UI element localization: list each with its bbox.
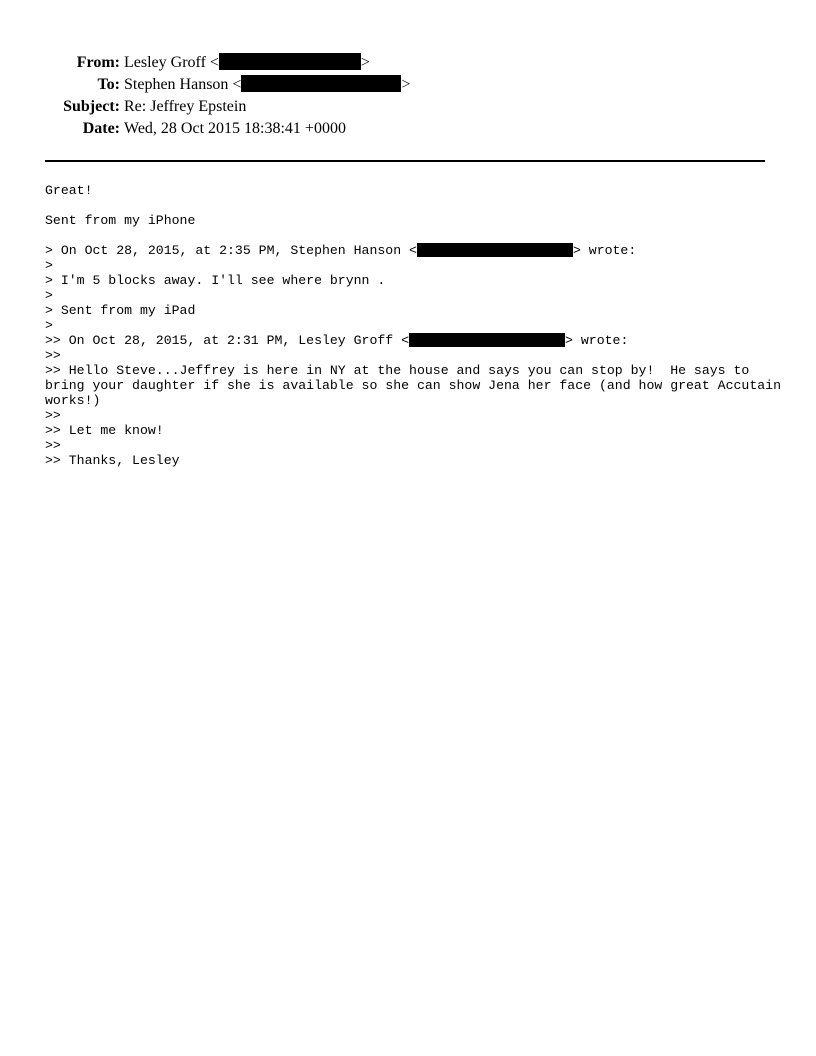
body-line: >> Let me know! (45, 423, 164, 438)
quote-attribution: >> On Oct 28, 2015, at 2:31 PM, Lesley Groff < (45, 333, 410, 348)
body-line: >> (45, 438, 61, 453)
email-body (45, 183, 785, 468)
body-line: works!) (45, 393, 101, 408)
subject-label: Subject: (63, 98, 120, 115)
subject-value: Re: Jeffrey Epstein (124, 98, 247, 115)
subject-row (0, 96, 816, 118)
to-value (124, 74, 410, 96)
to-label: To: (97, 76, 120, 93)
quote-attribution-end: > wrote: (565, 333, 629, 348)
from-close: > (360, 54, 370, 71)
body-line: > Sent from my iPad (45, 303, 196, 318)
quote-attribution: > On Oct 28, 2015, at 2:35 PM, Stephen Hanson < (45, 243, 417, 258)
header-divider (45, 160, 765, 162)
from-value (124, 52, 370, 74)
date-value: Wed, 28 Oct 2015 18:38:41 +0000 (124, 120, 346, 137)
to-close: > (401, 76, 411, 93)
body-line: > (45, 288, 53, 303)
body-line: Sent from my iPhone (45, 213, 196, 228)
redaction-block (409, 333, 565, 347)
body-line: >> Thanks, Lesley (45, 453, 180, 468)
from-label: From: (76, 54, 120, 71)
body-line: bring your daughter if she is available so she can show Jena her face (and how great Accutain (45, 378, 781, 393)
to-name: Stephen Hanson < (124, 76, 242, 93)
body-line: > (45, 318, 53, 333)
body-line: > I'm 5 blocks away. I'll see where brynn . (45, 273, 386, 288)
quoted-header-line (45, 333, 785, 348)
redaction-block (219, 53, 361, 70)
redaction-block (417, 243, 573, 257)
blank-line (45, 228, 785, 243)
body-line: >> Hello Steve...Jeffrey is here in NY at the house and says you can stop by! He says to (45, 363, 750, 378)
date-label: Date: (82, 120, 120, 137)
blank-line (45, 198, 785, 213)
date-row (0, 118, 816, 140)
redaction-block (241, 75, 401, 92)
from-row (0, 52, 816, 74)
body-line: Great! (45, 183, 93, 198)
to-row (0, 74, 816, 96)
email-header (0, 52, 816, 140)
body-line: > (45, 258, 53, 273)
quoted-header-line (45, 243, 785, 258)
body-line: >> (45, 408, 61, 423)
body-line: >> (45, 348, 61, 363)
from-name: Lesley Groff < (124, 54, 219, 71)
quote-attribution-end: > wrote: (572, 243, 637, 258)
